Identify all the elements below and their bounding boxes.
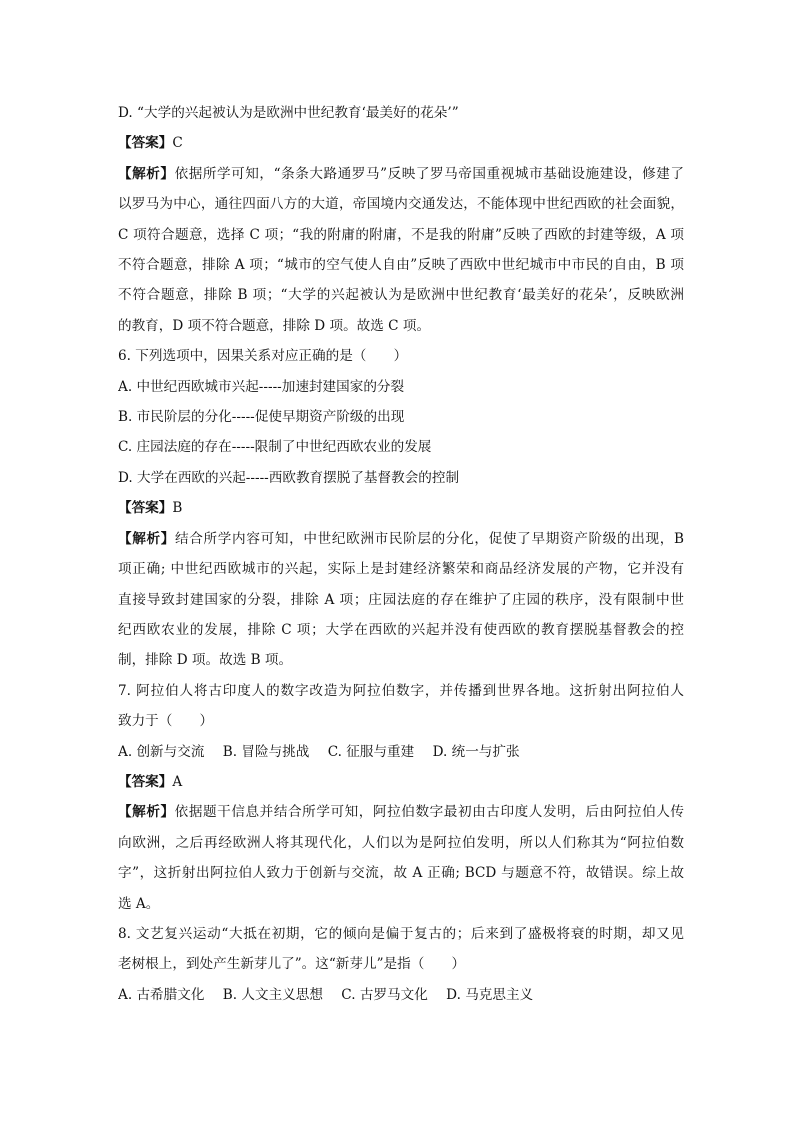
q6-analysis-line: 直接导致封建国家的分裂，排除 A 项；庄园法庭的存在维护了庄园的秩序，没有限制中世 — [118, 591, 684, 608]
answer-tag: 【答案】 — [118, 773, 173, 790]
q8-option-a: A. 古希腊文化 — [118, 986, 205, 1003]
q6-option-a: A. 中世纪西欧城市兴起-----加速封建国家的分裂 — [118, 378, 405, 395]
q6-option-b: B. 市民阶层的分化-----促使早期资产阶级的出现 — [118, 409, 405, 426]
q7-stem-line: 7. 阿拉伯人将古印度人的数字改造为阿拉伯数字，并传播到世界各地。这折射出阿拉伯人 — [118, 682, 684, 699]
q7-option-c: C. 征服与重建 — [327, 743, 415, 760]
q5-analysis-line: 【解析】依据所学可知，“条条大路通罗马”反映了罗马帝国重视城市基础设施建设，修建了 — [118, 165, 684, 182]
answer-value: A — [172, 773, 183, 790]
q5-analysis-line: 以罗马为中心，通往四面八方的大道，帝国境内交通发达，不能体现中世纪西欧的社会面貌， — [118, 196, 684, 213]
q7-option-a: A. 创新与交流 — [118, 743, 205, 760]
q5-analysis-line: 不符合题意，排除 A 项；“城市的空气使人自由”反映了西欧中世纪城市中市民的自由，B 项 — [118, 257, 684, 274]
q6-stem: 6. 下列选项中，因果关系对应正确的是（ ） — [118, 348, 408, 365]
q5-analysis-line: 不符合题意，排除 B 项；“大学的兴起被认为是欧洲中世纪教育‘最美好的花朵’，反映欧洲 — [118, 287, 684, 304]
q8-stem-line: 老树根上，到处产生新芽儿了”。这“新芽儿”是指（ ） — [118, 956, 466, 973]
answer-value: C — [172, 135, 183, 152]
q5-answer — [118, 128, 684, 158]
q5-analysis-line: 的教育，D 项不符合题意，排除 D 项。故选 C 项。 — [118, 317, 431, 334]
q7-options — [118, 737, 684, 767]
analysis-tag: 【解析】 — [118, 165, 175, 182]
answer-tag: 【答案】 — [118, 135, 173, 152]
q6-analysis-line: 制，排除 D 项。故选 B 项。 — [118, 652, 293, 669]
q7-stem-line: 致力于（ ） — [118, 713, 214, 730]
q8-option-d: D. 马克思主义 — [446, 986, 534, 1003]
q7-analysis-line: 向欧洲，之后再经欧洲人将其现代化，人们以为是阿拉伯发明，所以人们称其为“阿拉伯数 — [118, 834, 684, 851]
q7-analysis-line: 选 A。 — [118, 895, 160, 912]
q6-option-c: C. 庄园法庭的存在-----限制了中世纪西欧农业的发展 — [118, 439, 432, 456]
q6-analysis-line: 纪西欧农业的发展，排除 C 项；大学在西欧的兴起并没有使西欧的教育摆脱基督教会的控 — [118, 621, 684, 638]
q7-option-b: B. 冒险与挑战 — [222, 743, 310, 760]
q6-analysis-line: 【解析】结合所学内容可知，中世纪欧洲市民阶层的分化，促使了早期资产阶级的出现，B — [118, 530, 684, 547]
q8-options — [118, 980, 684, 1010]
q6-answer — [118, 493, 684, 523]
q7-answer — [118, 767, 684, 797]
analysis-tag: 【解析】 — [118, 530, 176, 547]
analysis-tag: 【解析】 — [118, 804, 175, 821]
q5-analysis-line: C 项符合题意，选择 C 项；“我的附庸的附庸，不是我的附庸”反映了西欧的封建等级，A 项 — [118, 226, 684, 243]
q6-analysis-line: 项正确; 中世纪西欧城市的兴起，实际上是封建经济繁荣和商品经济发展的产物，它并没有 — [118, 561, 684, 578]
q8-stem-line: 8. 文艺复兴运动“大抵在初期，它的倾向是偏于复古的；后来到了盛极将衰的时期，却又见 — [118, 925, 684, 942]
q7-analysis-line: 字”，这折射出阿拉伯人致力于创新与交流，故 A 正确; BCD 与题意不符，故错误。综上故 — [118, 865, 684, 882]
document-page — [118, 98, 684, 1010]
q6-option-d: D. 大学在西欧的兴起-----西欧教育摆脱了基督教会的控制 — [118, 469, 460, 486]
q7-analysis-line: 【解析】依据题干信息并结合所学可知，阿拉伯数字最初由古印度人发明，后由阿拉伯人传 — [118, 804, 684, 821]
q8-option-c: C. 古罗马文化 — [341, 986, 428, 1003]
q5-option-d: D. “大学的兴起被认为是欧洲中世纪教育‘最美好的花朵’” — [118, 105, 459, 121]
q8-option-b: B. 人文主义思想 — [222, 986, 323, 1003]
answer-tag: 【答案】 — [118, 500, 173, 517]
q7-option-d: D. 统一与扩张 — [432, 743, 520, 760]
answer-value: B — [172, 500, 183, 517]
